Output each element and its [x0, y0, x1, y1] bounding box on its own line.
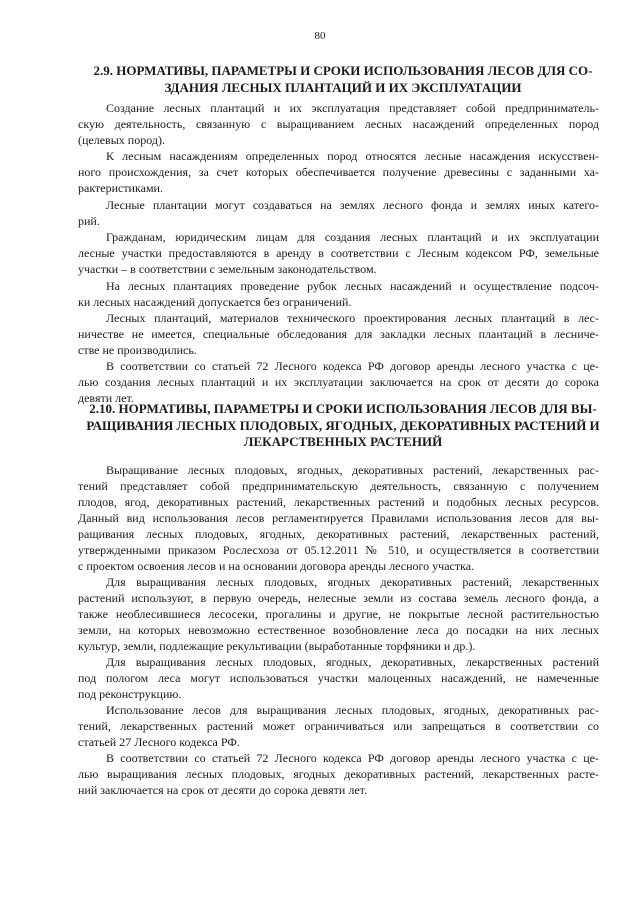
text-line: рий.	[78, 214, 100, 228]
text-line: стве не производились.	[78, 343, 197, 357]
text-line: Выращивание лесных плодовых, ягодных, декоративных растений, лекарственных рас-	[106, 463, 599, 477]
text-line: земли, на которых невозможно естественное возобновление леса до посадки на них лесных	[78, 623, 599, 637]
text-line: рактеристиками.	[78, 181, 163, 195]
text-line: статьей 27 Лесного кодекса РФ.	[78, 735, 240, 749]
heading-line: 2.9. НОРМАТИВЫ, ПАРАМЕТРЫ И СРОКИ ИСПОЛЬЗОВАНИЯ ЛЕСОВ ДЛЯ СО-	[93, 63, 593, 78]
text-line: В соответствии со статьей 72 Лесного кодекса РФ договор аренды лесного участка с це-	[106, 751, 599, 765]
text-line: лью создания лесных плантаций и их эксплуатации заключается на срок от десяти до сорока	[78, 375, 599, 389]
heading-line: ЗДАНИЯ ЛЕСНЫХ ПЛАНТАЦИЙ И ИХ ЭКСПЛУАТАЦИИ	[164, 79, 522, 95]
text-line: (целевых пород).	[78, 133, 165, 147]
text-line: ки лесных насаждений допускается без ограничений.	[78, 295, 352, 309]
text-line: скую деятельность, связанную с выращиванием лесных насаждений определенных пород	[78, 117, 599, 131]
heading-line: РАЩИВАНИЯ ЛЕСНЫХ ПЛОДОВЫХ, ЯГОДНЫХ, ДЕКОРАТИВНЫХ РАСТЕНИЙ И	[86, 417, 600, 433]
text-line: Для выращивания лесных плодовых, ягодных декоративных растений, лекарственных	[106, 575, 599, 589]
text-line: участки – в соответствии с земельным законодательством.	[78, 262, 377, 276]
heading-line: 2.10. НОРМАТИВЫ, ПАРАМЕТРЫ И СРОКИ ИСПОЛЬЗОВАНИЯ ЛЕСОВ ДЛЯ ВЫ-	[89, 401, 597, 416]
text-line: Данный вид использования лесов регламентируется Правилами использования лесов для вы-	[78, 511, 599, 525]
section-heading-2-10	[78, 401, 608, 451]
text-line: лью выращивания лесных плодовых, ягодных декоративных растений, лекарственных расте-	[78, 767, 599, 781]
text-line: ращивания лесных плодовых, ягодных, декоративных растений, лекарственных растений,	[78, 527, 599, 541]
text-line: тений представляет собой предпринимательскую деятельность, связанную с получением	[78, 479, 599, 493]
text-line: культур, земли, подлежащие рекультивации (выработанные торфяники и др.).	[78, 639, 476, 653]
text-line: плодов, ягод, декоративных растений, лекарственных растений и подобных лесных ресурсов.	[78, 495, 599, 509]
text-line: ничестве не имеется, специальные обследования для закладки лесных плантаций в лесниче-	[78, 327, 599, 341]
text-line: ного происхождения, за счет которых обеспечивается получение древесины с заданными ха-	[78, 165, 599, 179]
page-number: 80	[314, 30, 326, 42]
text-line: К лесным насаждениям определенных пород относятся лесные насаждения искусствен-	[106, 149, 599, 163]
text-line: утвержденными приказом Рослесхоза от 05.12.2011 № 510, и осуществляется в соответствии	[78, 543, 599, 557]
text-line: ний заключается на срок от десяти до сорока девяти лет.	[78, 783, 368, 797]
text-line: девяти лет.	[78, 391, 134, 405]
text-line: лесные участки предоставляются в аренду в соответствии с Лесным кодексом РФ, земельные	[78, 246, 599, 260]
text-line: Создание лесных плантаций и их эксплуатация представляет собой предприниматель-	[106, 101, 599, 115]
text-line: Лесные плантации могут создаваться на землях лесного фонда и землях иных катего-	[106, 198, 599, 212]
text-line: На лесных плантациях проведение рубок лесных насаждений и осуществление подсоч-	[106, 279, 599, 293]
text-line: тений, лекарственных растений может ограничиваться или запрещаться в соответствии со	[78, 719, 599, 733]
text-line: Лесных плантаций, материалов технического проектирования лесных плантаций в лес-	[106, 311, 599, 325]
text-line: В соответствии со статьей 72 Лесного кодекса РФ договор аренды лесного участка с це-	[106, 359, 599, 373]
section-heading-2-9	[78, 63, 608, 96]
text-line: под реконструкцию.	[78, 687, 182, 701]
text-line: под пологом леса могут использоваться участки малоценных насаждений, не намеченные	[78, 671, 599, 685]
text-line: растений используют, в первую очередь, нелесные земли из состава земель лесного фонда, а	[78, 591, 599, 605]
text-line: также необлесившиеся лесосеки, прогалины и другие, не покрытые лесной растительностью	[78, 607, 599, 621]
text-line: с проектом освоения лесов и на основании договора аренды лесного участка.	[78, 559, 475, 573]
text-line: Гражданам, юридическим лицам для создания лесных плантаций и их эксплуатации	[106, 230, 599, 244]
heading-line: ЛЕКАРСТВЕННЫХ РАСТЕНИЙ	[243, 434, 443, 449]
text-line: Использование лесов для выращивания лесных плодовых, ягодных, декоративных рас-	[106, 703, 599, 717]
text-line: Для выращивания лесных плодовых, ягодных, декоративных, лекарственных растений	[106, 655, 599, 669]
